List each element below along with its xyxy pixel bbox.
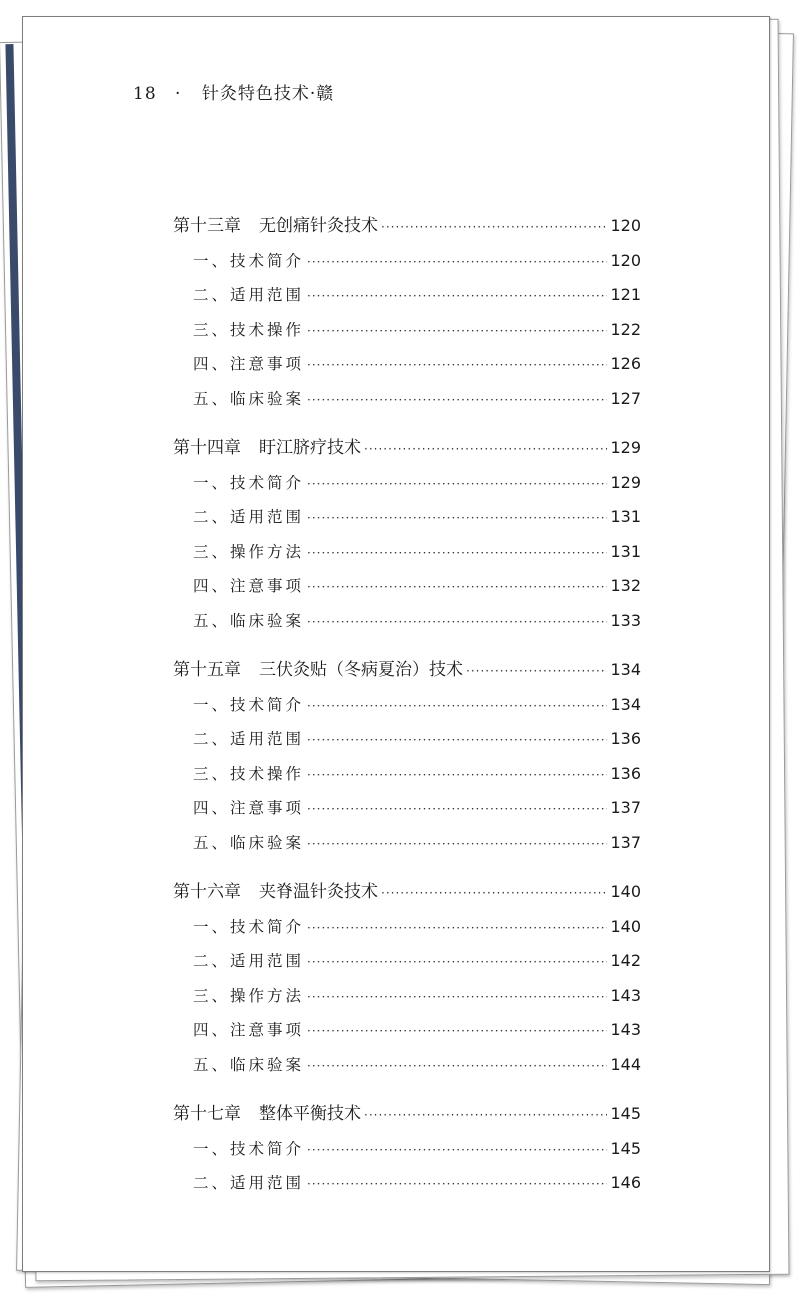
section-label: 二、适用范围 bbox=[193, 952, 305, 970]
toc-section-entry[interactable] bbox=[173, 1132, 641, 1167]
table-of-contents bbox=[173, 209, 641, 1216]
toc-section-entry[interactable] bbox=[173, 313, 641, 348]
toc-page bbox=[22, 16, 770, 1272]
dot-leader bbox=[307, 570, 607, 605]
section-label: 五、临床验案 bbox=[193, 1055, 305, 1074]
section-label: 二、适用范围 bbox=[193, 286, 305, 304]
section-label: 一、技术简介 bbox=[193, 917, 305, 936]
toc-section-entry[interactable] bbox=[173, 604, 641, 639]
dot-leader bbox=[307, 1049, 607, 1084]
dot-leader bbox=[466, 654, 607, 689]
section-page-number: 132 bbox=[610, 576, 641, 595]
section-page-number: 136 bbox=[610, 729, 641, 748]
toc-section-entry[interactable] bbox=[173, 791, 641, 826]
section-page-number: 137 bbox=[610, 832, 641, 852]
dot-leader bbox=[307, 536, 607, 571]
toc-section-entry[interactable] bbox=[173, 569, 641, 604]
toc-section-entry[interactable] bbox=[173, 244, 641, 279]
chapter-title: 整体平衡技术 bbox=[259, 1104, 361, 1124]
chapter-number: 第十六章 bbox=[173, 882, 241, 902]
toc-section-entry[interactable] bbox=[173, 910, 641, 945]
dot-leader bbox=[307, 827, 607, 862]
dot-leader bbox=[364, 432, 607, 467]
section-page-number: 146 bbox=[610, 1173, 641, 1192]
dot-leader bbox=[307, 348, 607, 383]
section-label: 五、临床验案 bbox=[193, 389, 305, 408]
chapter-page-number: 134 bbox=[610, 660, 641, 679]
toc-section-entry[interactable] bbox=[173, 757, 641, 792]
section-page-number: 122 bbox=[610, 319, 641, 339]
section-page-number: 131 bbox=[610, 541, 641, 561]
dot-leader bbox=[307, 689, 607, 724]
toc-section-entry[interactable] bbox=[173, 944, 641, 979]
dot-leader bbox=[381, 210, 607, 245]
toc-section-entry[interactable] bbox=[173, 278, 641, 313]
toc-section-entry[interactable] bbox=[173, 466, 641, 501]
section-page-number: 133 bbox=[610, 610, 641, 630]
section-label: 五、临床验案 bbox=[193, 611, 305, 630]
toc-chapter-entry[interactable] bbox=[173, 875, 641, 910]
toc-chapter bbox=[173, 1097, 641, 1201]
toc-section-entry[interactable] bbox=[173, 1048, 641, 1083]
toc-section-entry[interactable] bbox=[173, 347, 641, 382]
section-page-number: 129 bbox=[610, 472, 641, 492]
dot-leader bbox=[307, 911, 607, 946]
chapter-number: 第十三章 bbox=[173, 216, 241, 236]
section-page-number: 144 bbox=[610, 1054, 641, 1074]
dot-leader bbox=[307, 723, 607, 758]
toc-section-entry[interactable] bbox=[173, 1166, 641, 1201]
toc-section-entry[interactable] bbox=[173, 1013, 641, 1048]
dot-leader bbox=[307, 501, 607, 536]
section-page-number: 140 bbox=[610, 916, 641, 936]
chapter-page-number: 129 bbox=[610, 438, 641, 457]
section-page-number: 120 bbox=[610, 250, 641, 270]
dot-leader bbox=[307, 792, 607, 827]
section-label: 一、技术简介 bbox=[193, 1139, 305, 1158]
section-page-number: 121 bbox=[610, 285, 641, 304]
header-title: 针灸特色技术·赣 bbox=[201, 84, 335, 104]
dot-leader bbox=[307, 605, 607, 640]
toc-chapter bbox=[173, 875, 641, 1082]
section-label: 三、技术操作 bbox=[193, 320, 305, 339]
dot-leader bbox=[381, 876, 607, 911]
toc-chapter bbox=[173, 209, 641, 416]
section-page-number: 137 bbox=[610, 798, 641, 817]
dot-leader bbox=[307, 467, 607, 502]
chapter-page-number: 120 bbox=[610, 216, 641, 235]
toc-section-entry[interactable] bbox=[173, 688, 641, 723]
chapter-title: 三伏灸贴（冬病夏治）技术 bbox=[259, 660, 463, 680]
dot-leader bbox=[307, 314, 607, 349]
chapter-page-number: 140 bbox=[610, 882, 641, 901]
section-label: 五、临床验案 bbox=[193, 833, 305, 852]
toc-chapter-entry[interactable] bbox=[173, 1097, 641, 1132]
dot-leader bbox=[307, 383, 607, 418]
running-head bbox=[133, 79, 334, 104]
dot-leader bbox=[307, 980, 607, 1015]
section-page-number: 145 bbox=[610, 1138, 641, 1158]
toc-chapter bbox=[173, 653, 641, 860]
chapter-title: 夹脊温针灸技术 bbox=[259, 882, 378, 902]
section-page-number: 136 bbox=[610, 763, 641, 783]
toc-chapter-entry[interactable] bbox=[173, 653, 641, 688]
toc-section-entry[interactable] bbox=[173, 979, 641, 1014]
dot-leader bbox=[307, 1167, 607, 1202]
dot-leader bbox=[307, 945, 607, 980]
toc-section-entry[interactable] bbox=[173, 722, 641, 757]
header-separator: · bbox=[175, 84, 182, 104]
section-page-number: 134 bbox=[610, 694, 641, 714]
section-label: 一、技术简介 bbox=[193, 251, 305, 270]
dot-leader bbox=[364, 1098, 607, 1133]
dot-leader bbox=[307, 245, 607, 280]
toc-chapter-entry[interactable] bbox=[173, 209, 641, 244]
chapter-title: 无创痛针灸技术 bbox=[259, 216, 378, 236]
section-label: 三、技术操作 bbox=[193, 764, 305, 783]
toc-section-entry[interactable] bbox=[173, 500, 641, 535]
section-page-number: 131 bbox=[610, 507, 641, 526]
dot-leader bbox=[307, 279, 607, 314]
section-page-number: 126 bbox=[610, 354, 641, 373]
section-label: 二、适用范围 bbox=[193, 730, 305, 748]
chapter-page-number: 145 bbox=[610, 1104, 641, 1123]
toc-chapter-entry[interactable] bbox=[173, 431, 641, 466]
dot-leader bbox=[307, 1014, 607, 1049]
chapter-number: 第十五章 bbox=[173, 660, 241, 680]
section-page-number: 142 bbox=[610, 951, 641, 970]
toc-chapter bbox=[173, 431, 641, 638]
section-label: 一、技术简介 bbox=[193, 695, 305, 714]
chapter-title: 盱江脐疗技术 bbox=[259, 438, 361, 458]
toc-section-entry[interactable] bbox=[173, 826, 641, 861]
section-page-number: 143 bbox=[610, 1020, 641, 1039]
section-label: 四、注意事项 bbox=[193, 799, 305, 817]
dot-leader bbox=[307, 758, 607, 793]
section-page-number: 127 bbox=[610, 388, 641, 408]
section-label: 一、技术简介 bbox=[193, 473, 305, 492]
toc-section-entry[interactable] bbox=[173, 382, 641, 417]
toc-section-entry[interactable] bbox=[173, 535, 641, 570]
section-label: 三、操作方法 bbox=[193, 986, 305, 1005]
section-page-number: 143 bbox=[610, 985, 641, 1005]
chapter-number: 第十七章 bbox=[173, 1104, 241, 1124]
section-label: 四、注意事项 bbox=[193, 577, 305, 595]
chapter-number: 第十四章 bbox=[173, 438, 241, 458]
section-label: 二、适用范围 bbox=[193, 1174, 305, 1192]
header-page-number: 18 bbox=[133, 84, 157, 104]
section-label: 四、注意事项 bbox=[193, 1021, 305, 1039]
dot-leader bbox=[307, 1133, 607, 1168]
section-label: 三、操作方法 bbox=[193, 542, 305, 561]
section-label: 四、注意事项 bbox=[193, 355, 305, 373]
section-label: 二、适用范围 bbox=[193, 508, 305, 526]
